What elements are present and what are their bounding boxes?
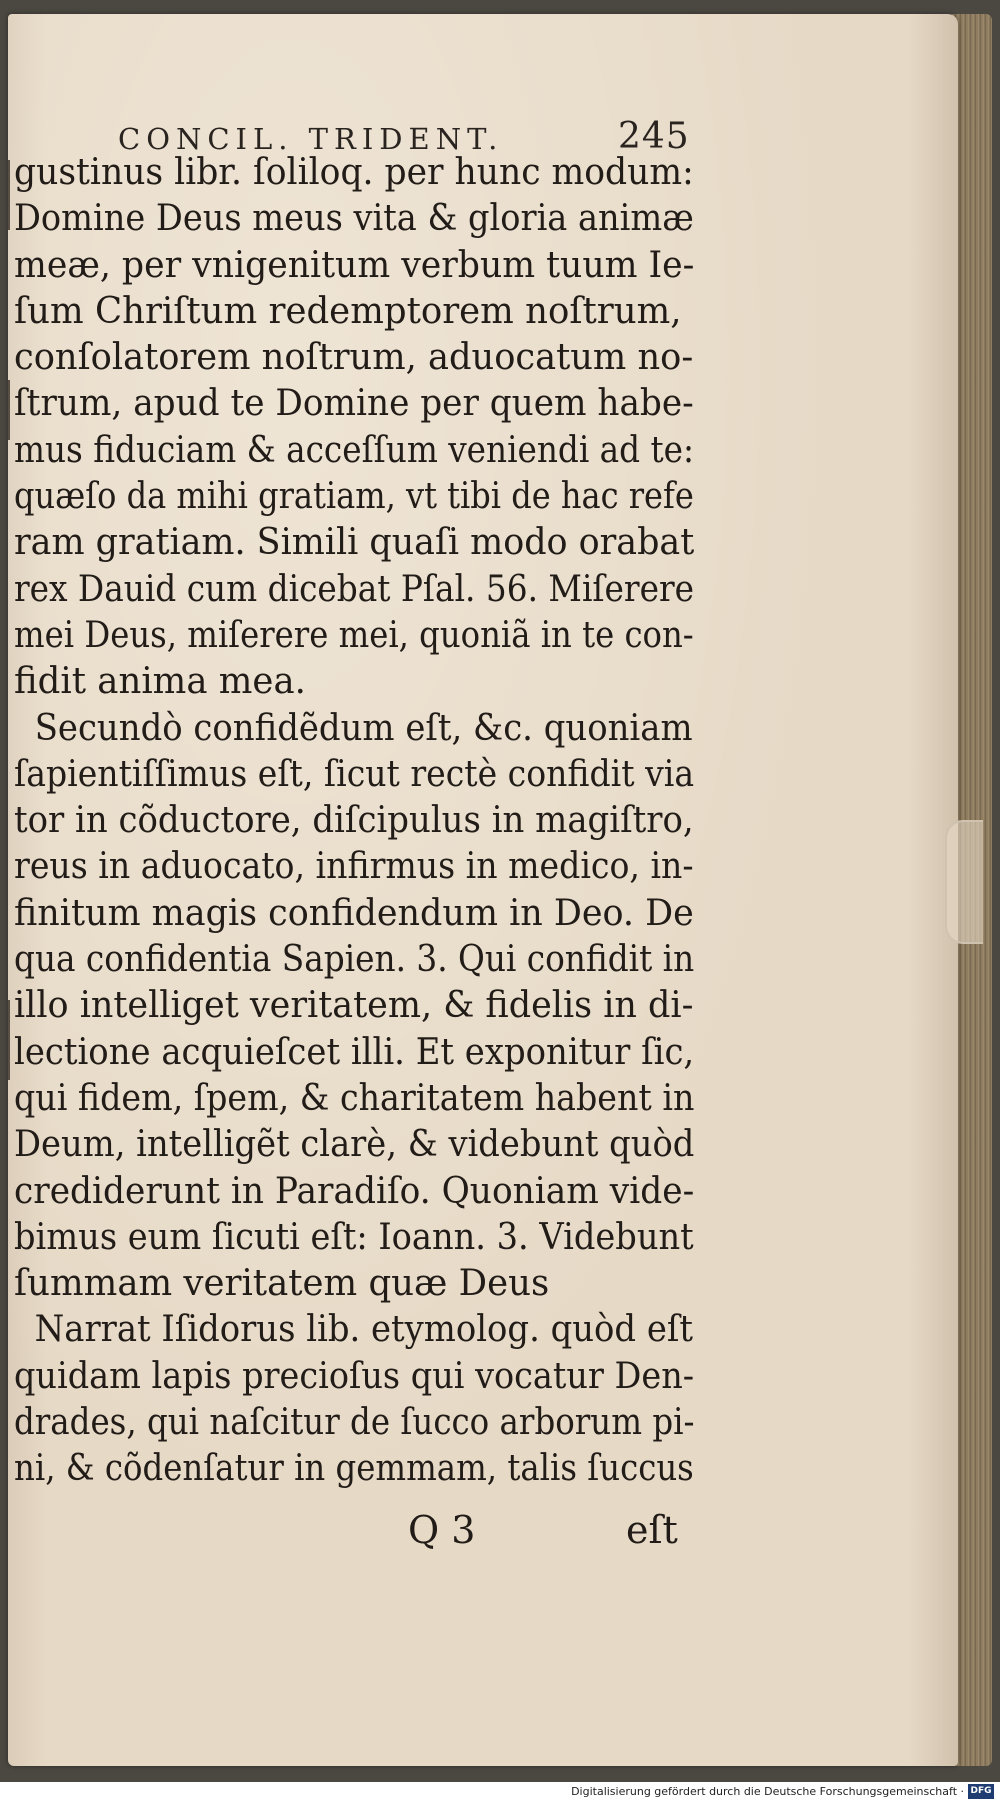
gutter-mark — [8, 1000, 10, 1080]
text-line: quidam lapis precioſus qui vocatur Den- — [14, 1355, 695, 1397]
text-line: qua confidentia Sapien. 3. Qui confidit in — [14, 939, 695, 981]
text-line: lectione acquieſcet illi. Et exponitur ſic, — [14, 1031, 695, 1073]
text-line: ſummam veritatem quæ Deus — [14, 1263, 550, 1305]
text-line: ſtrum, apud te Domine per quem habe- — [14, 383, 694, 425]
text-line: tor in cõductore, diſcipulus in magiſtro, — [14, 800, 694, 842]
text-line: crediderunt in Paradiſo. Quoniam vide- — [14, 1170, 695, 1212]
text-line: meæ, per vnigenitum verbum tuum Ie- — [14, 244, 695, 286]
text-line: gustinus libr. ſoliloq. per hunc modum: — [14, 152, 694, 193]
page-footer — [400, 1508, 700, 1554]
text-line: drades, qui naſcitur de ſucco arborum pi- — [14, 1402, 695, 1444]
dfg-logo: DFG — [968, 1784, 994, 1799]
credit-text: Digitalisierung gefördert durch die Deutsche Forschungsgemeinschaft · — [571, 1785, 964, 1798]
text-line: Deum, intelligẽt clarè, & videbunt quòd — [14, 1124, 695, 1166]
text-line: illo intelliget veritatem, & fidelis in di- — [14, 985, 694, 1027]
text-line: bimus eum ſicuti eſt: Ioann. 3. Videbunt — [14, 1216, 694, 1258]
gutter-mark — [8, 160, 10, 230]
text-line: fidit anima mea. — [14, 661, 306, 703]
text-line: ſum Chriſtum redemptorem noſtrum, — [14, 290, 682, 332]
text-line: finitum magis confidendum in Deo. De — [14, 892, 694, 934]
signature-mark: Q 3 — [408, 1508, 476, 1552]
text-line: quæſo da mihi gratiam, vt tibi de hac refe — [14, 476, 694, 518]
text-line: Domine Deus meus vita & gloria animæ — [14, 198, 694, 240]
text-line: ram gratiam. Simili quaſi modo orabat — [14, 522, 695, 564]
text-line: rex Dauid cum dicebat Pſal. 56. Miſerere — [14, 568, 695, 610]
text-line: qui fidem, ſpem, & charitatem habent in — [14, 1077, 695, 1119]
text-line: conſolatorem noſtrum, aduocatum no- — [14, 337, 694, 379]
paragraph-start-line: Narrat Iſidorus lib. etymolog. quòd eſt — [34, 1309, 694, 1351]
text-line: ſapientiſſimus eſt, ſicut rectè confidit via — [14, 753, 695, 795]
catchword: eſt — [626, 1508, 678, 1552]
body-text — [14, 150, 704, 1493]
credit-bar — [0, 1782, 1000, 1802]
page-number: 245 — [618, 116, 690, 157]
gutter-mark — [8, 380, 10, 440]
text-line: mei Deus, miſerere mei, quoniã in te con- — [14, 614, 694, 656]
page-clasp — [945, 820, 983, 944]
text-line: reus in aduocato, infirmus in medico, in- — [14, 846, 694, 888]
paragraph-start-line: Secundò confidẽdum eſt, &c. quoniam — [34, 707, 693, 749]
text-line: ni, & cõdenſatur in gemmam, talis ſuccus — [14, 1448, 694, 1490]
text-line: mus fiduciam & acceſſum veniendi ad te: — [14, 429, 694, 471]
running-title: CONCIL. TRIDENT. — [118, 122, 504, 156]
